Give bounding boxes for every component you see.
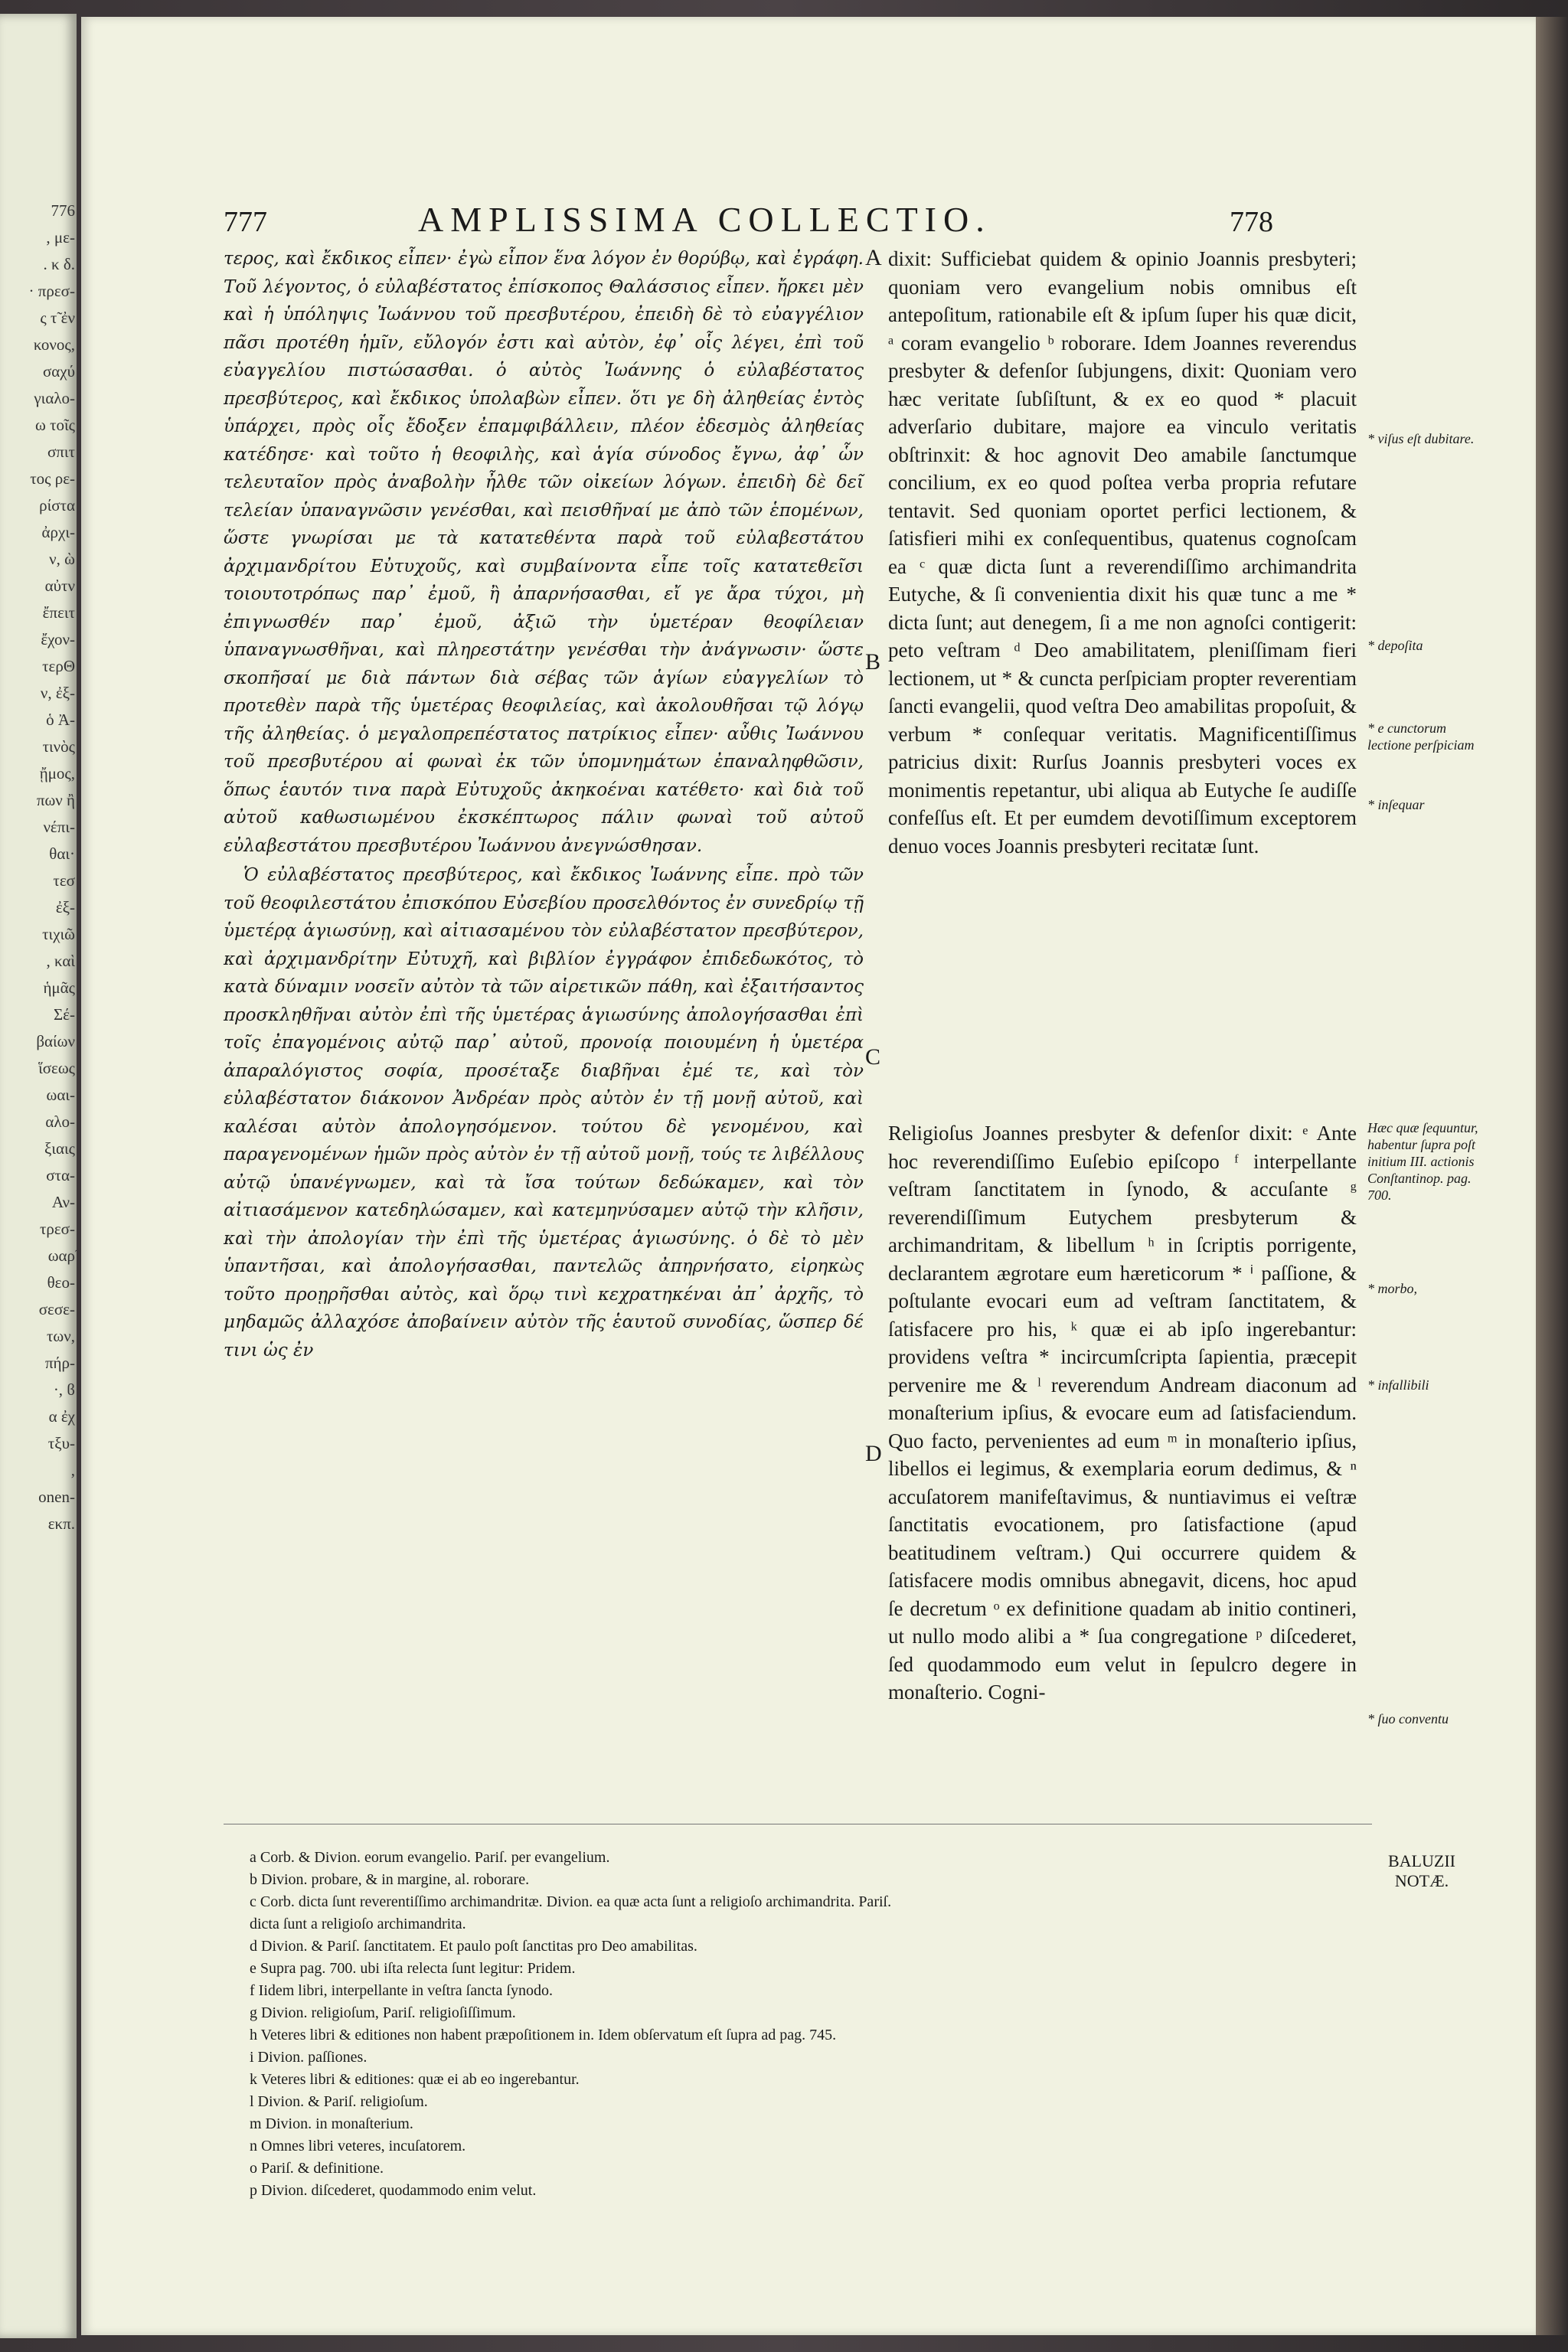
footnotes [250,1847,1383,2202]
page-header [81,199,1536,245]
footnote: dicta ſunt a religioſo archimandrita. [250,1916,466,1932]
left-page-fragment: ἔπειτ [42,603,75,622]
section-mark-c: C [865,1044,881,1070]
latin-paragraph-1: dixit: Sufficiebat quidem & opinio Joannis presbyteri; quoniam vero evangelium nobis omnibus eſt antepoſitum, rationabile eſt & ipſum ſuper his quæ dicit, ᵃ coram evangelio ᵇ roborare. Idem Joannes reverendus presbyter & defenſor ſubjungens, dixit: Quoniam vero hæc veritate ſubſiſtunt, & ex eo quod * placuit adverſario dubitare, majore ea vinculo veritatis obſtrinxit: & hoc agnovit Deo amabile ſanctumque concilium, ex eo quod poſtea verba propria refutare tentavit. Sed quoniam oportet perfici lectionem, & ſatisfieri mihi ex conſequentibus, quatenus cognoſcam ea ᶜ quæ dicta ſunt a reverendiſſimo archimandrita Eutyche, & ſi convenientia dixit his quæ tunc a me * dicta ſunt; aut denegem, ſi a me non agnoſci contigerit: peto veſtram ᵈ Deo amabilitatem, pleniſſimam fieri lectionem, ut * & cuncta perſpiciam propter reverentiam ſancti evangelii, quod veſtra Deo amabilitas propoſuit, & verbum * conſequar veritatis. Magnificentiſſimus patricius dixit: Rurſus Joannis presbyteri voces ex monimentis repetantur, ubi aliqua ab Eutyche ſe audiſſe confeſſus eſt. Et per eumdem devotiſſimum exceptorem denuo voces Joannis presbyteri recitatæ ſunt. [888,247,1357,858]
left-page-fragment: ωαρ̃ [47,1246,75,1265]
latin-column-upper [888,245,1357,860]
footnote: i Divion. paſſiones. [250,2049,368,2066]
margin-note-2: * depoſita [1367,638,1423,653]
left-page-fragment: α ἐχ [48,1407,75,1426]
greek-paragraph-2: Ὁ εὐλαβέστατος πρεσβύτερος, καὶ ἔκδικος Ἰωάννης εἶπε. πρὸ τῶν τοῦ θεοφιλεστάτου ἐπισκόπου Εὐσεβίου προσελθόντος ἐν συνεδρίῳ τῇ ὑμετέρᾳ ἁγιωσύνῃ, καὶ αἰτιασαμένου τὸν εὐλαβέστατον πρεσβύτερον, καὶ ἀρχιμανδρίτην Εὐτυχῆ, καὶ βιβλίον ἐγγράφον ἐπιδεδωκότος, τὸ κατὰ δύναμιν νοσεῖν αὐτὸν τὰ τῶν αἱρετικῶν πάθη, καὶ ἐξαιτήσαντος προσκληθῆναι αὐτὸν ἐπὶ τῆς ὑμετέρας ἁγιωσύνης ἀπολογήσασθαι ἐπὶ τοῖς ἐπαγομένοις αὐτῷ παρ᾽ αὐτοῦ, προνοίᾳ ποιουμένη ἡ ὑμετέρα ἀπαραλόγιστος σοφία, προσέταξε διαβῆναι ἐμέ τε, καὶ τὸν εὐλαβέστατον διάκονον Ἀνδρέαν πρὸς αὐτὸν ἐν τῇ μονῇ αὐτοῦ, καὶ καλέσαι αὐτὸν ἀπολογησόμενον. τούτου δὲ γενομένου, καὶ παραγενομένων ἡμῶν πρὸς αὐτὸν ἐν τῇ αὐτοῦ μονῇ, τούς τε λιβέλλους αὐτῷ ὑπανέγνωμεν, καὶ τὰ ἴσα τούτων δεδώκαμεν, καὶ τὸν αἰτιασάμενον κατεδηλώσαμεν, καὶ κατεμηνύσαμεν αὐτῷ τὴν κλῆσιν, καὶ τὴν ἀπολογίαν τὴν ἐπὶ τῆς ὑμετέρας ἁγιωσύνης. ὁ δὲ τὸ μὲν ὑπαντῆσαι, καὶ ἀπολογήσασθαι, παντελῶς ἀπηρνήσατο, εἰρηκὼς τοῦτο προῃρῆσθαι αὐτὸς, καὶ ὅρῳ τινὶ κεχρατηκέναι ἀπ᾽ ἀρχῆς, τὸ μηδαμῶς ἀλλαχόσε ἀποβαίνειν αὐτὸν τῆς ἑαυτοῦ συνοδίας, ὥσπερ δέ τινι ὡς ἐν [224,865,864,1361]
left-page-edge [0,14,77,2338]
left-page-fragment: ξιαις [44,1139,75,1158]
left-page-fragment: πων ἢ [36,791,75,809]
left-page-fragment: Αν- [51,1193,75,1211]
left-page-fragment: ωαι- [46,1086,75,1104]
latin-paragraph-2: Religioſus Joannes presbyter & defenſor dixit: ᵉ Ante hoc reverendiſſimo Euſebio epiſcopo ᶠ interpellante veſtram ſanctitatem in ſynodo, & accuſante ᵍ reverendiſſimum Eutychem presbyterum & archimandritam, & libellum ʰ in ſcriptis porrigente, declarantem ægrotare eum hæreticorum * ⁱ paſſione, & poſtulante evocari eum ad veſtram ſanctitatem, & ſatisfacere pro his, ᵏ quæ ei ab ipſo ingerebantur: providens veſtra * incircumſcripta ſapientia, præcepit pervenire me & ˡ reverendum Andream diaconum ad monaſterium ipſius, & evocare eum ad ſatisfaciendum. Quo facto, pervenientes ad eum ᵐ in monaſterio ipſius, libellos ei legimus, & exemplaria eorum dedimus, & ⁿ accuſatorem manifeſtavimus, & nuntiavimus ei veſtræ ſanctitatis evocationem, pro ſatisfactione (apud beatitudinem veſtram.) Qui occurrere quidem & ſatisfacere modis omnibus abnegavit, dicens, hoc apud ſe decretum ᵒ ex definitione quadam ab initio contineri, ut nullo modo alibi a * ſua congregatione ᵖ diſcederet, ſed quodammodo eum velut in ſepulcro degere in monaſterio. Cogni- [888,1122,1357,1704]
left-page-fragment: ω τοῖς [35,416,75,434]
left-page-fragment: σπιτ [47,443,75,461]
running-title: AMPLISSIMA COLLECTIO. [418,200,991,239]
left-page-fragment: ἀρχι- [41,523,75,541]
left-page-fragment: ἔχον- [41,630,75,648]
section-mark-d: D [865,1441,882,1466]
left-page-fragment: σεσε- [38,1300,75,1318]
left-page-fragment: σαχύ [42,362,75,381]
left-page-fragment: τρεσ- [39,1220,75,1238]
left-page-fragment: νέπι- [43,818,75,836]
left-page-fragment: ρίστα [39,496,75,514]
footnote: d Divion. & Pariſ. ſanctitatem. Et paulo poſt ſanctitas pro Deo amabilitas. [250,1938,697,1955]
left-page-fragment: αλο- [45,1112,75,1131]
left-page-fragment: ν, ἐξ- [40,684,75,702]
left-page-fragment: των, [46,1327,75,1345]
left-page-fragment: 776 [51,201,75,220]
latin-column-lower [888,1119,1357,1707]
footnote: c Corb. dicta ſunt reverentiſſimo archimandritæ. Divion. ea quæ acta ſunt a religioſo archimandrita. Pariſ. [250,1893,892,1910]
footnote: k Veteres libri & editiones: quæ ei ab eo ingerebantur. [250,2071,580,2088]
left-page-fragment: ν, ὼ [49,550,75,568]
footnote: n Omnes libri veteres, incuſatorem. [250,2138,466,2154]
footnote: l Divion. & Pariſ. religioſum. [250,2093,428,2110]
margin-note-7: * infallibili [1367,1377,1429,1393]
left-page-fragment: αὐτν [44,577,75,595]
footnote: f Iidem libri, interpellante in veſtra ſancta ſynodo. [250,1982,553,1999]
left-page-fragment: Σέ- [53,1005,75,1024]
section-mark-b: B [865,649,881,675]
left-page-fragment: ᾔμος, [39,764,75,782]
footnote: m Divion. in monaſterium. [250,2115,413,2132]
greek-paragraph-1: τερος, καὶ ἔκδικος εἶπεν· ἐγὼ εἶπον ἕνα λόγον ἐν θορύβῳ, καὶ ἐγράφη. Τοῦ λέγοντος, ὁ εὐλαβέστατος ἐπίσκοπος Θαλάσσιος εἶπεν. ἤρκει μὲν καὶ ἡ ὑπόληψις Ἰωάννου τοῦ πρεσβυτέρου, ἐπειδὴ δὲ τὸ εὐαγγέλιον πᾶσι προτέθη ἡμῖν, εὔλογόν ἐστι καὶ αὐτὸν, ἐφ᾽ οἷς λέγει, ἐπὶ τοῦ εὐαγγελίου πιστώσασθαι. ὁ αὐτὸς Ἰωάννης ὁ εὐλαβέστατος πρεσβύτερος, καὶ ἔκδικος ὑπολαβὼν εἶπεν. ὅτι γε δὴ ἀληθείας ἐντὸς ὑπάρχει, πρὸς οἷς ἔδοξεν ἐπαμφιβάλλειν, πλέον ἐδεσμὸς ἀληθείας κατέδησε· καὶ τοῦτο ἡ θεοφιλὴς, καὶ ἁγία σύνοδος ἔγνω, ἀφ᾽ ὧν τελευταῖον πρὸς ἀναβολὴν ἦλθε τῶν οἰκείων λόγων. ἐπειδὴ δὲ δεῖ τελείαν ὑπαναγνῶσιν γενέσθαι, καὶ πεισθῆναί με ἀπὸ τῶν ἑπομένων, ὥστε γνωρίσαι με τὰ κατατεθέντα παρὰ τοῦ εὐλαβεστάτου ἀρχιμανδρίτου Εὐτυχοῦς, καὶ συμβαίνοντα εἶπε τοῖς κατατεθεῖσι τοιουτοτρόπως παρ᾽ ἐμοῦ, ἢ ἀπαρνήσασθαι, εἴ γε ἄρα τύχοι, μὴ ἐπιγνωσθέν παρ᾽ ἐμοῦ, ἀξιῶ τὴν ὑμετέραν θεοφίλειαν ὑπαναγνωσθῆναι, καὶ πληρεστάτην γενέσθαι τὴν ἀνάγνωσιν· ὥστε σκοπῆσαί με διὰ πάντων διὰ σέβας τῶν ἁγίων εὐαγγελίων τὸ προτεθὲν παρὰ τῆς ὑμετέρας θεοφιλείας, καὶ ἀκολουθῆσαι τῷ λόγῳ τῆς ἀληθείας. ὁ μεγαλοπρεπέστατος πατρίκιος εἶπεν· αὖθις Ἰωάννου τοῦ πρεσβυτέρου αἱ φωναὶ ἐκ τῶν ὑπομνημάτων ἐπαναληφθῶσιν, ὅπως ἑαυτόν τινα παρὰ Εὐτυχοῦς ἀκηκοέναι κατέθετο· καὶ διὰ τοῦ αὐτοῦ καθωσιωμένου ἐκσκέπτωρος πάλιν φωναὶ τοῦ αὐτοῦ εὐλαβεστάτου πρεσβυτέρου Ἰωάννου ἀνεγνώσθησαν. [224,249,864,856]
book-spine-edge [1536,17,1568,2335]
left-page-fragment: βαίων [36,1032,75,1050]
left-page-fragment: · πρεσ- [28,282,75,300]
footnote: a Corb. & Divion. eorum evangelio. Pariſ. per evangelium. [250,1849,610,1866]
footnote: h Veteres libri & editiones non habent præpoſitionem in. Idem obſervatum eſt ſupra ad pag. 745. [250,2027,837,2043]
footnote: e Supra pag. 700. ubi iſta relecta ſunt legitur: Pridem. [250,1960,576,1977]
left-page-fragment: γιαλο- [34,389,75,407]
left-page-fragment: τεσ [53,871,75,890]
left-page-fragment: κονος, [33,335,75,354]
page-number-left: 777 [224,206,267,238]
margin-note-6: * morbo, [1367,1281,1418,1296]
left-page-fragment: πήρ- [44,1354,75,1372]
section-mark-a: A [865,245,882,270]
footnote: p Divion. diſcederet, quodammodo enim velut. [250,2182,537,2199]
left-page-fragment: ὁ Ἀ- [46,710,75,729]
left-page-fragment: τερΘ [42,657,75,675]
notes-title: BALUZII NOTÆ. [1388,1851,1455,1890]
footnote: o Pariſ. & definitione. [250,2160,384,2177]
margin-note-8: * ſuo conventu [1367,1711,1449,1726]
page-number-right: 778 [1230,206,1273,238]
left-page-fragment: τξυ- [47,1434,75,1452]
margin-note-5: Hæc quæ ſequuntur, habentur ſupra poſt initium III. actionis Conſtantinop. pag. 700. [1367,1120,1478,1203]
left-page-fragment: στα- [46,1166,75,1184]
greek-column [224,245,864,1364]
left-page-fragment: , με- [46,228,75,247]
left-page-fragment: . κ δ. [43,255,75,273]
left-page-fragment: ἡμᾶς [43,978,75,997]
page [81,17,1536,2335]
left-page-fragment: ·, ϐ [53,1380,75,1399]
left-page-fragment: , [70,1461,75,1479]
left-page-fragment: τος ρε- [30,469,75,488]
left-page-fragment: τινὸς [42,737,75,756]
left-page-fragment: θεο- [47,1273,75,1292]
footnote: b Divion. probare, & in margine, al. roborare. [250,1871,530,1888]
left-page-fragment: onen- [38,1488,75,1506]
margin-note-3: * e cunctorum lectione perſpiciam [1367,720,1475,753]
left-page-fragment: εκπ. [47,1514,75,1533]
margin-note-1: * viſus eſt dubitare. [1367,431,1475,446]
margin-note-4: * inſequar [1367,797,1425,812]
left-page-fragments [6,198,75,1537]
left-page-fragment: , καὶ [46,952,75,970]
left-page-fragment: ἵσεως [38,1059,75,1077]
left-page-fragment: θαι· [49,844,75,863]
left-page-fragment: τιχιῶ [42,925,75,943]
footnote: g Divion. religioſum, Pariſ. religioſiſſimum. [250,2004,516,2021]
left-page-fragment: ς τ̃ ἐν [40,309,75,327]
left-page-fragment: ἐξ- [55,898,75,916]
